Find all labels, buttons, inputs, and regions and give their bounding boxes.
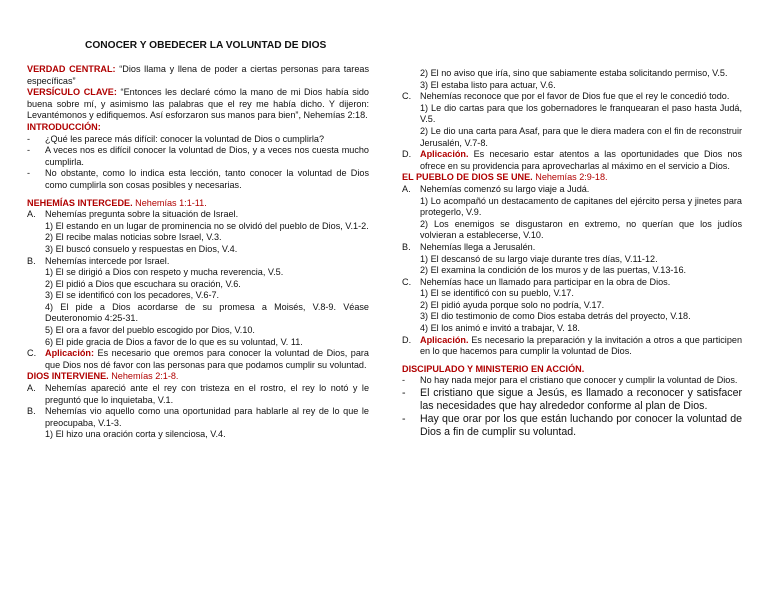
intro-heading: INTRODUCCIÓN:	[27, 121, 101, 132]
sub-point: 4) El los animó e invitó a trabajar, V. 18.	[420, 323, 580, 334]
bullet-dash: -	[27, 145, 31, 156]
bullet-dash: -	[27, 133, 31, 144]
application-label: Aplicación:	[45, 348, 95, 359]
sub-point: 1) El hizo una oración corta y silenciosa, V.4.	[45, 429, 226, 440]
sub-point: 2) El pidió a Dios que escuchara su oración, V.6.	[45, 278, 241, 289]
section-heading-3: EL PUEBLO DE DIOS SE UNE. Nehemías 2:9-18.	[402, 172, 608, 183]
sub-point: 2) El pidió ayuda porque solo no podría, V.17.	[420, 299, 605, 310]
application-label: Aplicación.	[420, 149, 469, 160]
point-c: C. Nehemías hace un llamado para participar en la obra de Dios.	[402, 276, 671, 287]
point-b: B. Nehemías vio aquello como una oportunidad para hablarle al rey de lo que le preocupaba, V.1-3.	[27, 406, 369, 428]
left-column	[27, 64, 369, 441]
verdad-label: VERDAD CENTRAL:	[27, 64, 116, 74]
verdad-central	[27, 64, 369, 87]
application-label: Aplicación.	[420, 334, 469, 345]
point-d: D. Aplicación. Es necesario la preparación y la invitación a otros a que participen en lo que hacemos para cumplir la voluntad de Dios.	[402, 334, 742, 357]
sub-point: 3) El se identificó con los pecadores, V.6-7.	[45, 290, 220, 301]
page-title: CONOCER Y OBEDECER LA VOLUNTAD DE DIOS	[85, 40, 327, 51]
point-b: B. Nehemías llega a Jerusalén.	[402, 241, 536, 252]
intro-item: - ¿Qué les parece más difícil: conocer la voluntad de Dios o cumplirla?	[27, 133, 325, 144]
point-d: D. Aplicación. Es necesario estar atentos a las oportunidades que Dios nos ofrece en su providencia para aprovecharlas al máximo en el servicio a Dios.	[402, 149, 742, 171]
sub-point: 2) El recibe malas noticias sobre Israel, V.3.	[45, 232, 222, 243]
sub-point: 1) El se identificó con su pueblo, V.17.	[420, 288, 574, 299]
sub-point: 3) El estaba listo para actuar, V.6.	[420, 79, 556, 90]
section-heading-2: DIOS INTERVIENE. Nehemías 2:1-8.	[27, 371, 179, 382]
sub-point: 1) El descansó de su largo viaje durante tres días, V.11-12.	[420, 253, 658, 264]
verdad-text: “Dios llama y llena de poder a ciertas personas para tareas específicas”	[27, 64, 369, 86]
intro-item: - A veces nos es difícil conocer la voluntad de Dios, y a veces nos cuesta mucho cumplirla.	[27, 145, 369, 167]
sub-point: 2) Le dio una carta para Asaf, para que le diera madera con el fin de reconstruir Jerusalén, V.7-8.	[420, 125, 742, 148]
section-heading-4: DISCIPULADO Y MINISTERIO EN ACCIÓN.	[402, 363, 585, 374]
point-c: C. Aplicación: Es necesario que oremos para conocer la voluntad de Dios, para que Dios nos dé favor con las personas para que podamos cumplir su voluntad.	[27, 348, 369, 370]
bullet-dash: -	[402, 387, 406, 400]
section-heading-1: NEHEMÍAS INTERCEDE. Nehemías 1:1-11.	[27, 197, 207, 208]
intro-item: - No obstante, como lo indica esta lección, tanto conocer la voluntad de Dios como cumplirla son cosas posibles y necesarias.	[27, 168, 369, 190]
versiculo-clave	[27, 87, 369, 122]
sub-point: 3) El dio testimonio de como Dios estaba detrás del proyecto, V.18.	[420, 311, 691, 322]
sub-point: 1) El estando en un lugar de prominencia no se olvidó del pueblo de Dios, V.1-2.	[45, 220, 369, 231]
point-a: A. Nehemías pregunta sobre la situación de Israel.	[27, 209, 239, 220]
sub-point: 2) El examina la condición de los muros y de las puertas, V.13-16.	[420, 265, 687, 276]
sub-point: 1) Le dio cartas para que los gobernadores le franquearan el paso hasta Judá, V.5.	[420, 102, 742, 125]
bullet-dash: -	[402, 375, 406, 386]
sub-point: 1) Lo acompañó un destacamento de capitanes del ejército persa y jinetes para protegerlo, V.9.	[420, 195, 742, 218]
sub-point: 2) El no aviso que iría, sino que sabiamente estaba solicitando permiso, V.5.	[420, 68, 728, 78]
sub-point: 1) El se dirigió a Dios con respeto y mucha reverencia, V.5.	[45, 267, 284, 278]
versiculo-text: “Entonces les declaré cómo la mano de mi Dios había sido buena sobre mí, y asimismo las palabras que el rey me había dicho. Y dijeron: Levantémonos y edifiquemos. Así esforzaron sus manos para bien”, Nehemías 2:18.	[27, 87, 369, 121]
sub-point: 6) El pide gracia de Dios a favor de lo que es su voluntad, V. 11.	[45, 336, 303, 347]
bullet-dash: -	[27, 168, 31, 179]
bullet-dash: -	[402, 413, 406, 426]
closing-item: - Hay que orar por los que están luchando por conocer la voluntad de Dios a fin de cumplir su voluntad.	[402, 413, 742, 439]
closing-item: - El cristiano que sigue a Jesús, es llamado a reconocer y satisfacer las necesidades que hay alrededor conforme al plan de Dios.	[402, 387, 742, 413]
versiculo-label: VERSÍCULO CLAVE:	[27, 87, 117, 98]
right-column	[402, 68, 742, 439]
point-b: B. Nehemías intercede por Israel.	[27, 255, 170, 266]
sub-point: 5) El ora a favor del pueblo escogido por Dios, V.10.	[45, 325, 255, 336]
sub-point: 3) El buscó consuelo y respuestas en Dios, V.4.	[45, 243, 238, 254]
closing-item: - No hay nada mejor para el cristiano que conocer y cumplir la voluntad de Dios.	[402, 375, 738, 386]
sub-point: 4) El pide a Dios acordarse de su promesa a Moisés, V.8-9. Véase Deuteronomio 4:25-31.	[45, 301, 369, 324]
point-c: C. Nehemías reconoce que por el favor de Dios fue que el rey le concedió todo.	[402, 91, 730, 102]
point-a: A. Nehemías comenzó su largo viaje a Judá.	[402, 183, 590, 194]
sub-point: 2) Los enemigos se disgustaron en extremo, no querían que los judíos volvieran a establecerse, V.10.	[420, 218, 742, 241]
point-a: A. Nehemías apareció ante el rey con tristeza en el rostro, el rey lo notó y le preguntó que lo inquietaba, V.1.	[27, 383, 369, 405]
